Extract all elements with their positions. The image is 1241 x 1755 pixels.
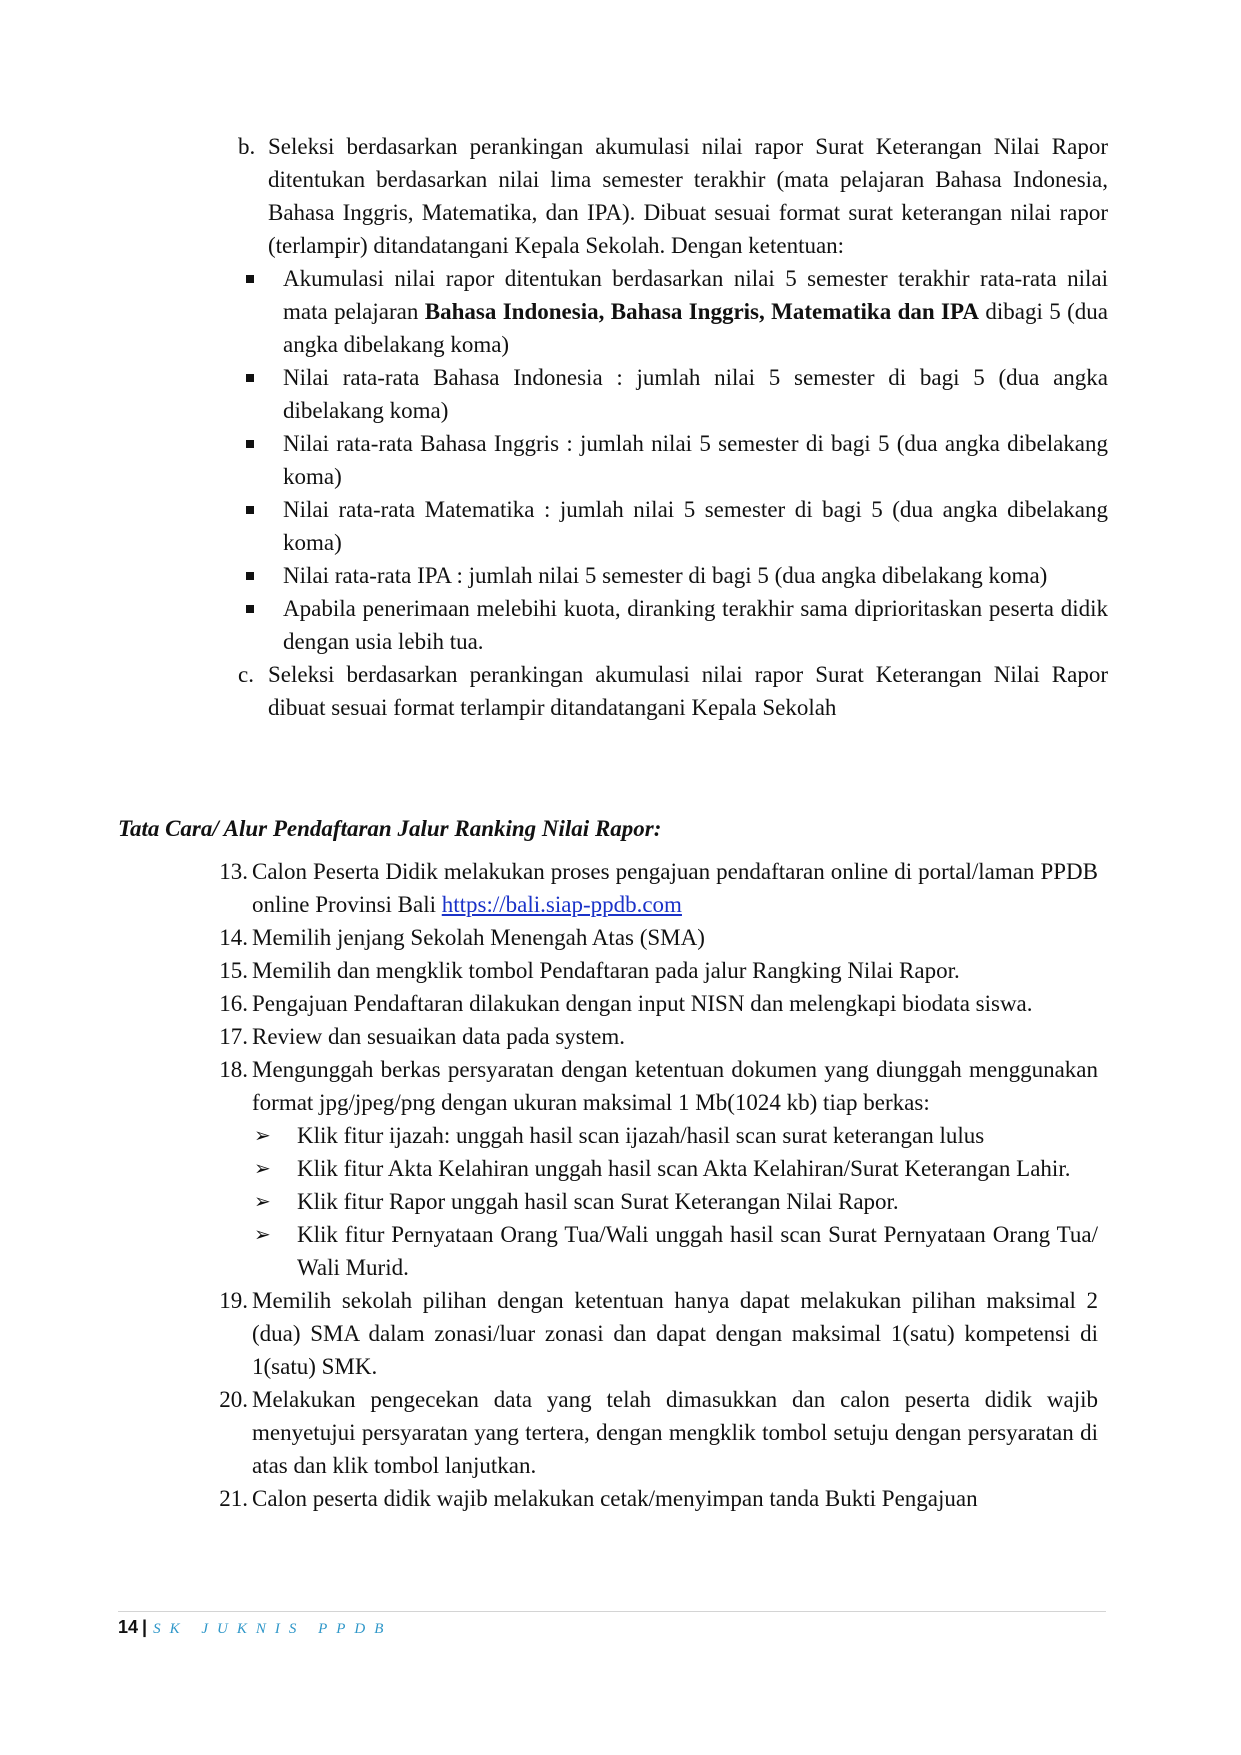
criteria-bullet-list xyxy=(238,262,1108,658)
square-bullet-icon xyxy=(246,275,254,283)
step-number: 13. xyxy=(219,859,248,884)
step-text: Memilih dan mengklik tombol Pendaftaran pada jalur Rangking Nilai Rapor. xyxy=(252,958,960,983)
bullet-text: Nilai rata-rata Bahasa Inggris : jumlah nilai 5 semester di bagi 5 (dua angka dibelakang koma) xyxy=(283,431,1108,489)
criteria-bullet-item xyxy=(238,592,1108,658)
criteria-bullet-item xyxy=(238,559,1108,592)
step-item xyxy=(200,987,1098,1020)
step-item xyxy=(200,1020,1098,1053)
step-text: Mengunggah berkas persyaratan dengan ketentuan dokumen yang diunggah menggunakan format jpg/jpeg/png dengan ukuran maksimal 1 Mb(1024 kb) tiap berkas: xyxy=(252,1057,1098,1115)
step-item xyxy=(200,921,1098,954)
page-number: 14 xyxy=(118,1617,139,1637)
footer-title: SK JUKNIS PPDB xyxy=(153,1621,393,1637)
bullet-text: Akumulasi nilai rapor ditentukan berdasarkan nilai 5 semester terakhir rata-rata nilai mata pelajaran xyxy=(283,266,1108,324)
step-item xyxy=(200,1053,1098,1119)
step-number: 17. xyxy=(219,1024,248,1049)
bullet-text: Nilai rata-rata Bahasa Indonesia : jumlah nilai 5 semester di bagi 5 (dua angka dibelakang koma) xyxy=(283,365,1108,423)
sub-item-text: Klik fitur Rapor unggah hasil scan Surat Keterangan Nilai Rapor. xyxy=(297,1189,899,1214)
step-text: Calon Peserta Didik melakukan proses pengajuan pendaftaran online di portal/laman PPDB online Provinsi Bali xyxy=(252,859,1098,917)
step-item xyxy=(200,954,1098,987)
footer-separator: | xyxy=(142,1617,148,1637)
step-item xyxy=(200,1383,1098,1482)
square-bullet-icon xyxy=(246,506,254,514)
sub-item-text: Klik fitur Pernyataan Orang Tua/Wali unggah hasil scan Surat Pernyataan Orang Tua/ Wali Murid. xyxy=(297,1222,1098,1280)
bullet-text: Apabila penerimaan melebihi kuota, diranking terakhir sama diprioritaskan peserta didik dengan usia lebih tua. xyxy=(283,596,1108,654)
step-number: 21. xyxy=(219,1486,248,1511)
step-text: Calon peserta didik wajib melakukan cetak/menyimpan tanda Bukti Pengajuan xyxy=(252,1486,978,1511)
item-c xyxy=(238,658,1108,724)
step-number: 18. xyxy=(219,1057,248,1082)
criteria-bullet-item xyxy=(238,493,1108,559)
section-title: Tata Cara/ Alur Pendaftaran Jalur Ranking Nilai Rapor: xyxy=(118,816,662,841)
step-number: 15. xyxy=(219,958,248,983)
criteria-bullet-item xyxy=(238,361,1108,427)
item-c-text: Seleksi berdasarkan perankingan akumulasi nilai rapor Surat Keterangan Nilai Rapor dibuat sesuai format terlampir ditandatangani Kepala Sekolah xyxy=(268,662,1108,720)
footer-divider xyxy=(118,1611,1106,1612)
square-bullet-icon xyxy=(246,572,254,580)
upload-sub-list xyxy=(252,1119,1098,1284)
item-b xyxy=(238,130,1108,262)
step-item xyxy=(200,1482,1098,1515)
square-bullet-icon xyxy=(246,440,254,448)
criteria-bullet-item xyxy=(238,427,1108,493)
arrow-bullet-icon: ➢ xyxy=(254,1189,271,1213)
upload-sub-item xyxy=(252,1152,1098,1185)
upload-sub-item xyxy=(252,1185,1098,1218)
bullet-text-end: dibagi 5 (dua angka dibelakang koma) xyxy=(283,299,1108,357)
step-text: Memilih sekolah pilihan dengan ketentuan hanya dapat melakukan pilihan maksimal 2 (dua) SMA dalam zonasi/luar zonasi dan dapat dengan maksimal 1(satu) kompetensi di 1(satu) SMK. xyxy=(252,1288,1098,1379)
square-bullet-icon xyxy=(246,605,254,613)
sub-item-text: Klik fitur ijazah: unggah hasil scan ijazah/hasil scan surat keterangan lulus xyxy=(297,1123,985,1148)
ppdb-portal-link[interactable]: https://bali.siap-ppdb.com xyxy=(441,892,682,917)
step-number: 16. xyxy=(219,991,248,1016)
bullet-text: Nilai rata-rata Matematika : jumlah nilai 5 semester di bagi 5 (dua angka dibelakang koma) xyxy=(283,497,1108,555)
step-number: 19. xyxy=(219,1288,248,1313)
upload-sub-item xyxy=(252,1218,1098,1284)
step-text: Melakukan pengecekan data yang telah dimasukkan dan calon peserta didik wajib menyetujui persyaratan yang tertera, dengan mengklik tombol setuju dengan persyaratan di atas dan klik tombol lanjutkan. xyxy=(252,1387,1098,1478)
upload-sub-item xyxy=(252,1119,1098,1152)
step-number: 14. xyxy=(219,925,248,950)
selection-criteria-block xyxy=(238,130,1108,724)
arrow-bullet-icon: ➢ xyxy=(254,1123,271,1147)
step-text: Memilih jenjang Sekolah Menengah Atas (SMA) xyxy=(252,925,705,950)
item-c-marker: c. xyxy=(238,662,254,687)
arrow-bullet-icon: ➢ xyxy=(254,1222,271,1246)
bullet-text: Nilai rata-rata IPA : jumlah nilai 5 semester di bagi 5 (dua angka dibelakang koma) xyxy=(283,563,1048,588)
page-footer xyxy=(118,1614,392,1642)
registration-steps xyxy=(200,855,1098,1515)
step-item xyxy=(200,1284,1098,1383)
step-text: Pengajuan Pendaftaran dilakukan dengan input NISN dan melengkapi biodata siswa. xyxy=(252,991,1033,1016)
step-number: 20. xyxy=(219,1387,248,1412)
arrow-bullet-icon: ➢ xyxy=(254,1156,271,1180)
sub-item-text: Klik fitur Akta Kelahiran unggah hasil scan Akta Kelahiran/Surat Keterangan Lahir. xyxy=(297,1156,1071,1181)
item-b-text: Seleksi berdasarkan perankingan akumulasi nilai rapor Surat Keterangan Nilai Rapor ditentukan berdasarkan nilai lima semester terakhir (mata pelajaran Bahasa Indonesia, Bahasa Inggris, Matematika, dan IPA). Dibuat sesuai format surat keterangan nilai rapor (terlampir) ditandatangani Kepala Sekolah. Dengan ketentuan: xyxy=(268,134,1108,258)
bullet-bold-text: Bahasa Indonesia, Bahasa Inggris, Matematika dan IPA xyxy=(424,299,979,324)
criteria-bullet-item xyxy=(238,262,1108,361)
step-item xyxy=(200,855,1098,921)
item-b-marker: b. xyxy=(238,134,256,159)
square-bullet-icon xyxy=(246,374,254,382)
step-text: Review dan sesuaikan data pada system. xyxy=(252,1024,625,1049)
